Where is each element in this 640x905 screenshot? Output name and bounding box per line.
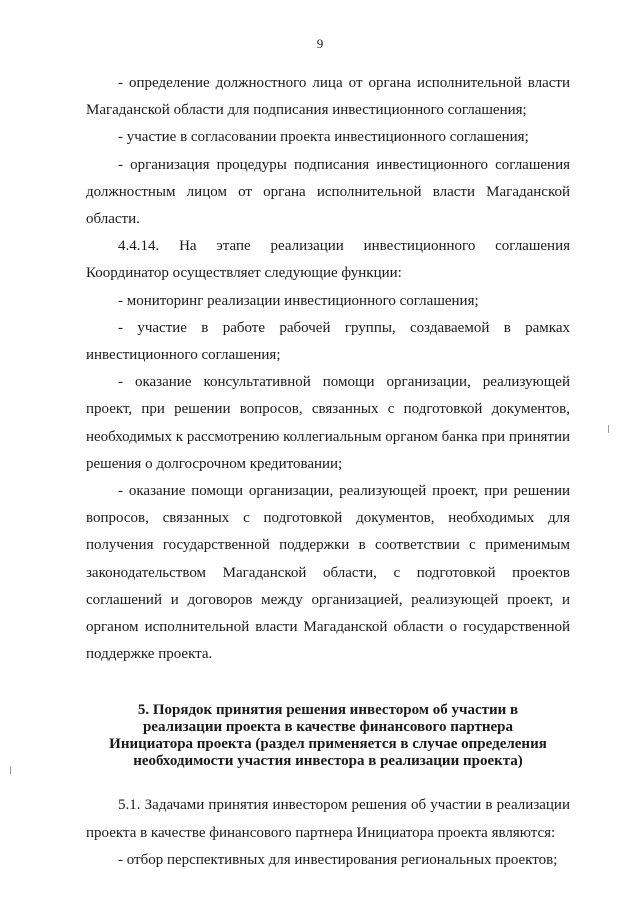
page-number: 9 (316, 36, 324, 51)
paragraph: - отбор перспективных для инвестирования региональных проектов; (118, 851, 558, 868)
paragraph: - оказание помощи организации, реализующей проект, при решении вопросов, связанных с подготовкой документов, необходимых для получения государственной поддержки в соответствии с применимым законодательством Магаданской области, с подготовкой проектов соглашений и договоров между организацией, реализующей проект, и органом исполнительной власти Магаданской области о государственной поддержке проекта. (86, 483, 570, 663)
paragraph: - участие в согласовании проекта инвестиционного соглашения; (118, 129, 529, 146)
section-heading: 5. Порядок принятия решения инвестором об участии в реализации проекта в качестве финансового партнера Инициатора проекта (раздел применяется в случае определения необходимости участия инвестора в реализации проекта) (109, 702, 547, 770)
paragraph: - оказание консультативной помощи организации, реализующей проект, при решении вопросов, связанных с подготовкой документов, необходимых к рассмотрению коллегиальным органом банка при принятии решения о долгосрочном кредитовании; (86, 374, 570, 472)
document-body (86, 70, 570, 874)
paragraph: - определение должностного лица от органа исполнительной власти Магаданской области для подписания инвестиционного соглашения; (86, 75, 570, 119)
scan-artifact (10, 766, 11, 774)
paragraph: 4.4.14. На этапе реализации инвестиционного соглашения Координатор осуществляет следующие функции: (86, 238, 570, 282)
scan-artifact (608, 425, 609, 433)
paragraph: - мониторинг реализации инвестиционного соглашения; (118, 292, 479, 309)
paragraph: 5.1. Задачами принятия инвестором решения об участии в реализации проекта в качестве финансового партнера Инициатора проекта являются: (86, 797, 570, 841)
paragraph: - организация процедуры подписания инвестиционного соглашения должностным лицом от органа исполнительной власти Магаданской области. (86, 156, 570, 228)
paragraph: - участие в работе рабочей группы, создаваемой в рамках инвестиционного соглашения; (86, 319, 570, 364)
